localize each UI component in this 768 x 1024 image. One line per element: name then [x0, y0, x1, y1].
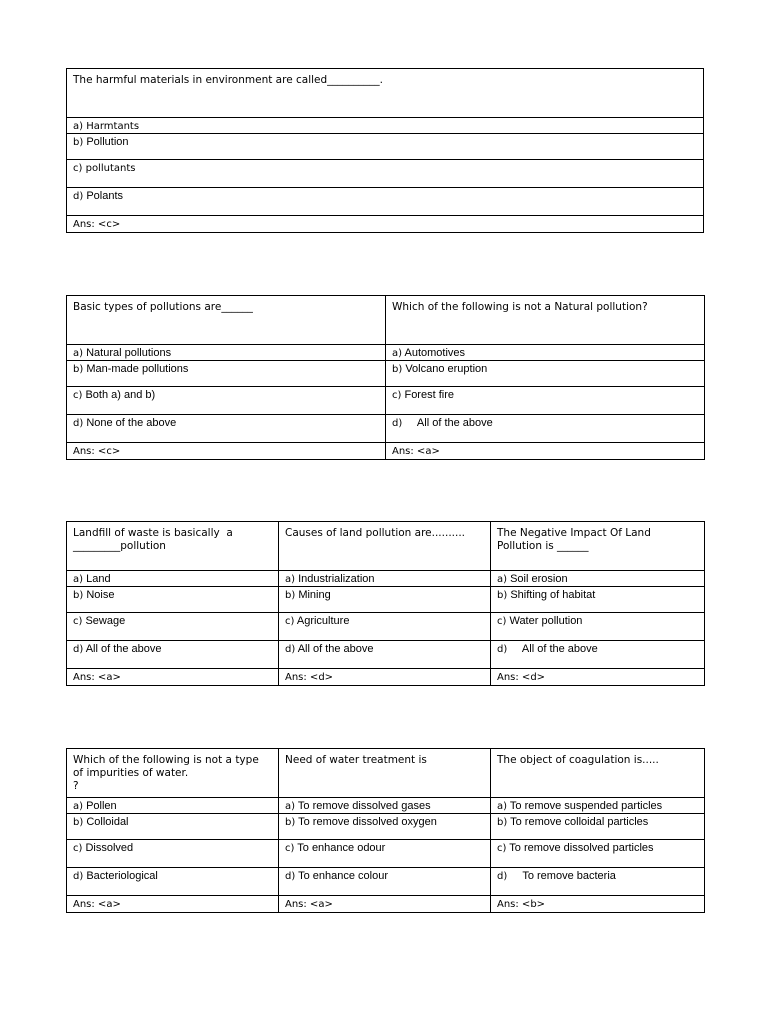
question-text: Need of water treatment is [279, 749, 491, 798]
question-table-4 [66, 748, 705, 913]
option-d: d) All of the above [67, 641, 279, 669]
option-c: c) To enhance odour [279, 840, 491, 868]
question-text: Causes of land pollution are.......... [279, 522, 491, 571]
option-a: a) Natural pollutions [67, 345, 386, 361]
option-b: b) Noise [67, 587, 279, 613]
question-text: Landfill of waste is basically a _________pollution [67, 522, 279, 571]
answer-text: Ans: <d> [491, 669, 705, 686]
question-table-3 [66, 521, 705, 686]
question-table-2 [66, 295, 705, 460]
question-text: Which of the following is not a type of impurities of water. ? [67, 749, 279, 798]
option-d: d) All of the above [386, 415, 705, 443]
option-b: b) To remove dissolved oxygen [279, 814, 491, 840]
option-a: a) Industrialization [279, 571, 491, 587]
answer-text: Ans: <a> [386, 443, 705, 460]
option-d: d) All of the above [491, 641, 705, 669]
question-text: The harmful materials in environment are called__________. [67, 69, 704, 118]
option-c: c) Agriculture [279, 613, 491, 641]
question-text: The object of coagulation is..... [491, 749, 705, 798]
answer-text: Ans: <a> [67, 896, 279, 913]
option-a: a) Pollen [67, 798, 279, 814]
option-a: a) Soil erosion [491, 571, 705, 587]
option-c: c) Sewage [67, 613, 279, 641]
option-c: c) Water pollution [491, 613, 705, 641]
option-b: b) To remove colloidal particles [491, 814, 705, 840]
option-c: c) pollutants [67, 160, 704, 188]
option-b: b) Mining [279, 587, 491, 613]
answer-text: Ans: <a> [67, 669, 279, 686]
option-b: b) Colloidal [67, 814, 279, 840]
answer-text: Ans: <c> [67, 216, 704, 233]
answer-text: Ans: <a> [279, 896, 491, 913]
option-d: d) To enhance colour [279, 868, 491, 896]
question-table-1 [66, 68, 704, 233]
option-c: c) Dissolved [67, 840, 279, 868]
option-d: d) Bacteriological [67, 868, 279, 896]
option-a: a) Land [67, 571, 279, 587]
answer-text: Ans: <c> [67, 443, 386, 460]
option-d: d) Polants [67, 188, 704, 216]
option-a: a) To remove suspended particles [491, 798, 705, 814]
option-b: b) Volcano eruption [386, 361, 705, 387]
option-d: d) None of the above [67, 415, 386, 443]
option-c: c) Both a) and b) [67, 387, 386, 415]
question-text: The Negative Impact Of Land Pollution is ______ [491, 522, 705, 571]
option-b: b) Shifting of habitat [491, 587, 705, 613]
option-a: a) To remove dissolved gases [279, 798, 491, 814]
question-text: Which of the following is not a Natural pollution? [386, 296, 705, 345]
answer-text: Ans: <b> [491, 896, 705, 913]
option-c: c) To remove dissolved particles [491, 840, 705, 868]
question-text: Basic types of pollutions are______ [67, 296, 386, 345]
option-b: b) Man-made pollutions [67, 361, 386, 387]
option-a: a) Harmtants [67, 118, 704, 134]
option-d: d) To remove bacteria [491, 868, 705, 896]
option-c: c) Forest fire [386, 387, 705, 415]
option-d: d) All of the above [279, 641, 491, 669]
option-a: a) Automotives [386, 345, 705, 361]
answer-text: Ans: <d> [279, 669, 491, 686]
option-b: b) Pollution [67, 134, 704, 160]
